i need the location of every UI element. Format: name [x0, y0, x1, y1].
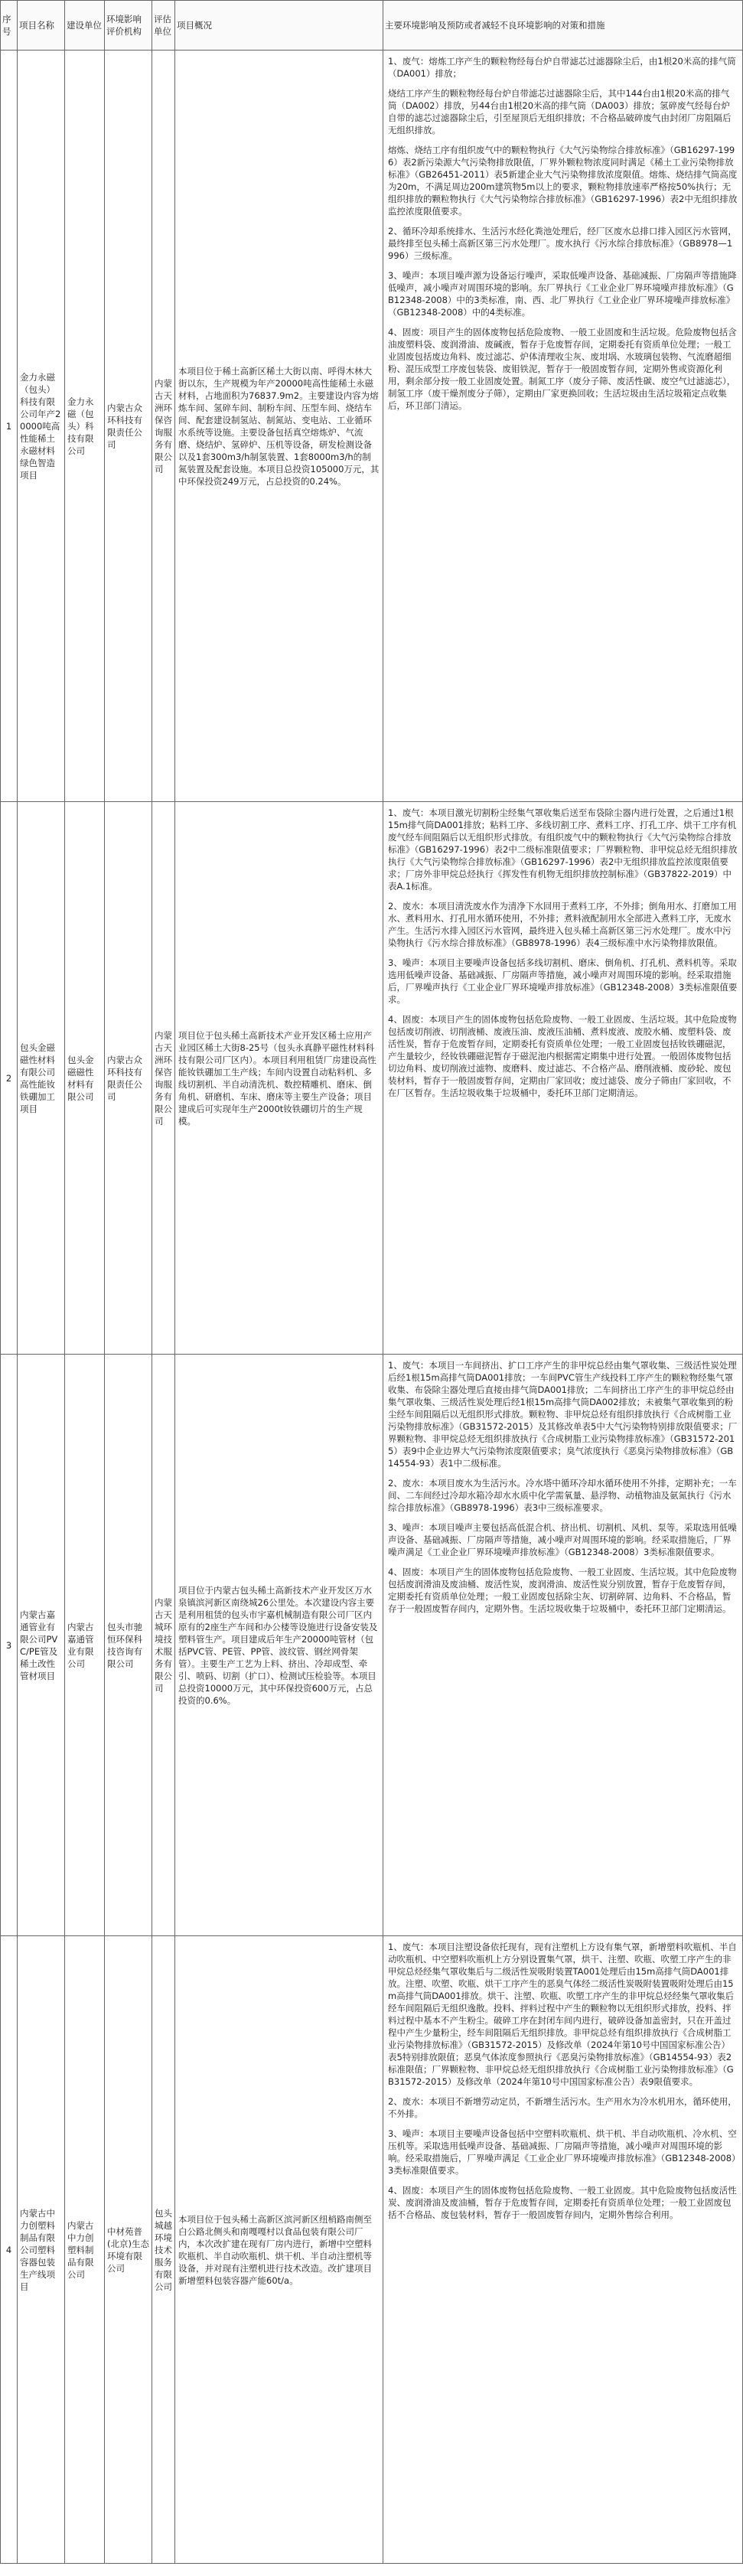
cell-summary: 项目位于包头稀土高新技术产业开发区稀土应用产业园区稀土大街8-25号（包头永真静平磁性材料科技有限公司厂区内）。本项目利用租赁厂房建设高性能钕铁硼加工生产线；车间内设置自动粘料机、多线切割机、半自动清洗机、数控精雕机、磨床、倒角机、研磨机、车床、磨床等主要生产设备；项目建成后可实现年生产2000t钕铁硼切片的生产规模。: [175, 802, 383, 1355]
cell-measures: [383, 51, 743, 802]
cell-summary: 项目位于内蒙古包头稀土高新技术产业开发区万水泉镇滨河新区南绕城26公里处。本次建设内容主要是利用租赁的包头市宇嘉机械制造有限公司厂区内原有的2座生产车间和办公楼等设施进行设备安装及塑料管生产。项目建成后年生产20000吨管材（包括PVC管、PE管、PP管、波纹管、钢丝网骨架管）。主要生产工艺为上料、挤出、冷却成型、牵引、喷码、切割（扩口）、检测试压检验等。本项目总投资10000万元，其中环保投资600万元，占总投资的0.6%。: [175, 1355, 383, 1936]
cell-measures: [383, 1936, 743, 2564]
cell-measures: [383, 1355, 743, 1936]
table-row: [1, 1355, 743, 1936]
cell-summary: 本项目位于包头稀土高新区滨河新区纽梢路南侧至白公路北侧头和南嘎嘎村以食品包装有限公司厂内，本次改扩建在现有厂房内进行，新增中空塑料吹瓶机、半自动吹瓶机、烘干机、半自动注塑机等设备，并对现有注塑机进行技术改造。改扩建项目新增塑料包装容器产能60t/a。: [175, 1936, 383, 2564]
measure-paragraph: 熔炼、烧结工序有组织废气中的颗粒物执行《大气污染物综合排放标准》（GB16297-1996）表2新污染源大气污染物排放限值，厂界外颗粒物浓度同时满足《稀土工业污染物排放标准》（GB26451-2011）表5新建企业大气污染物排放浓度限值。熔炼、烧结排气筒高度为20m，不满足周边200m建筑物5m以上的要求，颗粒物排放速率严格按50%执行；无组织排放的颗粒物执行《大气污染物综合排放标准》（GB16297-1996）表2中无组织排放监控浓度限值要求。: [388, 145, 738, 217]
measure-paragraph: 2、废水：本项目清洗废水作为清净下水回用于煮料工序，不外排；倒角用水、打磨加工用水、煮料用水、打孔用水循环使用，不外排；煮料液配制用水全部进入煮料工序，无废水产生。生活污水排入园区污水管网，最终进入包头稀土高新区第三污水处理厂。废水中污染物执行《污水综合排放标准》（GB8978-1996）表4三级标准中水污染物排放限值。: [388, 901, 737, 948]
measure-paragraph: 3、噪声：本项目主要噪声设备包括中空塑料吹瓶机、烘干机、半自动吹瓶机、冷水机、空压机等。采取选用低噪声设备、基础减振、厂房隔声等措施，减小噪声对周围环境的影响。经采取措施后，厂界噪声满足《工业企业厂界环境噪声排放标准》（GB12348-2008）3类标准限值要求。: [388, 2128, 737, 2176]
cell-no: 4: [1, 1936, 18, 2564]
measure-paragraph: 3、噪声：本项目噪声主要包括高低混合机、挤出机、切割机、风机、泵等。采取选用低噪声设备、基础减振、厂房隔声等措施，减小噪声对周围环境的影响。经采取措施后，厂界噪声满足《工业企业厂界环境噪声排放标准》（GB12348-2008）3类标准限值要求。: [388, 1522, 737, 1557]
measure-paragraph: 4、固废：本项目产生的固体废物包括危险废物、一般工业固废、生活垃圾。其中危险废物包括废润滑油及废油桶、废活性炭，废润滑油、废活性炭分别放置，暂存于危废暂存间，定期委托有资质单位处理；一般工业固废包括除尘灰、切割碎屑、边角料、不合格品，暂存于一般固废暂存间内，定期外售。生活垃圾收集于垃圾桶中，委托环卫部门定期清运。: [388, 1567, 737, 1614]
cell-project-name: 金力永磁（包头）科技有限公司年产20000吨高性能稀土永磁材料绿色智造项目: [18, 51, 65, 802]
cell-measures: [383, 802, 743, 1355]
measure-paragraph: 2、废水：本项目不新增劳动定员，不新增生活污水。生产用水为冷水机用水，循环使用，不外排。: [388, 2096, 737, 2119]
cell-reviewer: 内蒙古天城环境技术服务有限公司: [152, 1355, 175, 1936]
measure-paragraph: 3、噪声：本项目主要噪声设备包括多线切割机、磨床、倒角机、打孔机、煮料机等。采取选用低噪声设备、基础减振、厂房隔声等措施，减小噪声对周围环境的影响。经采取措施后，厂界噪声执行《工业企业厂界环境噪声排放标准》（GB12348-2008）3类标准限值要求。: [388, 957, 738, 1005]
cell-project-name: 内蒙古中力创塑料制品有限公司塑料容器包装生产线项目: [18, 1936, 65, 2564]
header-reviewer: 评估单位: [152, 1, 175, 51]
cell-summary: 本项目位于稀土高新区稀土大街以南、呼得木林大街以东，生产规模为年产20000吨高性能稀土永磁材料，占地面积为76837.9m2。主要建设内容为熔炼车间、氢碎车间、制粉车间、压型车间、烧结车间、配套建设制氢站、制氮站、变电站、工业循环水系统等设施。主要设备包括真空熔炼炉、气流磨、烧结炉、氢碎炉、压机等设备，研发检测设备以及1套300m3/h制氢装置、1套8000m3/h的制氮装置及配套设施。本项目总投资105000万元，其中环保投资249万元，占总投资的0.24%。: [175, 51, 383, 802]
measure-paragraph: 4、固废：本项目产生的固体废物包括危险废物、一般工业固废。其中危险废物包括废活性炭、废润滑油及废油桶，暂存于危废暂存间，定期委托有资质单位处理；一般工业固废包括不合格品、废包装材料，暂存于一般固废暂存间内，定期外售综合利用。: [388, 2185, 737, 2220]
cell-no: 2: [1, 802, 18, 1355]
measure-paragraph: 1、废气：本项目注塑设备依托现有，现有注塑机上方设有集气罩，新增塑料吹瓶机、半自动吹瓶机、中空塑料吹瓶机上方分别设置集气罩，烘干、注塑、吹瓶、吹塑工序产生的非甲烷总烃经集气罩收集后与二级活性炭吸附装置TA001处理后由15m高排气筒DA001排放。注塑、吹塑、吹瓶、烘干工序产生的恶臭气体经二级活性炭吸附装置吸附处理后由15m高排气筒DA001排放。烘干、注塑、吹瓶、吹塑工序产生的非甲烷总烃经集气罩收集后经车间阻隔后无组织逸散。投料、拌料过程中产生的颗粒物以无组织形式排放，投料、拌料过程中基本不产生粉尘。破碎工序在封闭车间内进行，破碎设备加盖密封，只在开盖过程中产生少量粉尘，经车间阻隔后无组织排放。非甲烷总烃有组织排放执行《合成树脂工业污染物排放标准》（GB31572-2015）及修改单（2024年第10号中国国家标准公告）表5特别排放限值；恶臭气体浓度参照执行《恶臭污染物排放标准》（GB14554-93）表2标准限值；厂界颗粒物、非甲烷总烃无组织排放执行《合成树脂工业污染物排放标准》（GB31572-2015）及修改单（2024年第10号中国国家标准公告）表9限值要求。: [388, 1942, 737, 2087]
cell-project-name: 内蒙古嘉通管业有限公司PVC/PE管及稀土改性管材项目: [18, 1355, 65, 1936]
cell-no: 3: [1, 1355, 18, 1936]
table-row: [1, 1936, 743, 2564]
measure-paragraph: 4、固废：本项目产生的固体废物包括危险废物、一般工业固废、生活垃圾。其中危险废物包括废切削液、切削液桶、废液压油、废液压油桶、煮料废液、废胶水桶、废塑料袋、废活性炭，暂存于危废暂存间，定期委托有资质单位处理；一般工业固废包括钕铁硼磁泥，产生量较少，经钕铁硼磁泥暂存于磁泥池内根据需定期集中进行处置。一般固体废物包括切边角料、废切削液过滤物、废磨料、废过滤芯、不合格产品、磨削液桶、废砂轮、废包装材料，暂存于一般固废暂存间，定期由厂家回收；废过滤袋、废分子筛由厂家回收，不在厂区暂存。生活垃圾收集于垃圾桶中，委托环卫部门定期清运。: [388, 1014, 737, 1098]
cell-eia-org: 内蒙古众环科技有限责任公司: [105, 802, 152, 1355]
measure-paragraph: 2、循环冷却系统排水、生活污水经化粪池处理后，经厂区废水总排口排入园区污水管网，最终排至包头稀土高新区第三污水处理厂。废水执行《污水综合排放标准》（GB8978—1996）三级标准。: [388, 226, 737, 261]
cell-eia-org: 中材苑普(北京)生态环境有限公司: [105, 1936, 152, 2564]
measure-paragraph: 烧结工序产生的颗粒物经每台炉自带滤芯过滤器除尘后，其中144台由1根20米高的排气筒（DA002）排放，另44台由1根20米高的排气筒（DA003）排放；氢碎废气经每台炉自带的滤芯过滤器除尘后，引至屋顶后无组织排放；不合格品破碎废气由封闭厂房阻隔后无组织排放。: [388, 88, 732, 135]
cell-project-name: 包头金磁磁性材料有限公司高性能钕铁硼加工项目: [18, 802, 65, 1355]
cell-reviewer: 内蒙古天洲环保咨询服务有限公司: [152, 51, 175, 802]
header-measures: 主要环境影响及预防或者减轻不良环境影响的对策和措施: [383, 1, 743, 51]
cell-construction-unit: 包头金磁磁性材料有限公司: [65, 802, 105, 1355]
cell-no: 1: [1, 51, 18, 802]
cell-reviewer: 内蒙古天洲环保咨询服务有限公司: [152, 802, 175, 1355]
table-row: [1, 51, 743, 802]
header-row: [1, 1, 743, 51]
measure-paragraph: 1、废气：本项目激光切割粉尘经集气罩收集后送至布袋除尘器内进行处置，之后通过1根15m排气筒DA001排放；粘料工序、多线切割工序、煮料工序、打孔工序、烘干工序有机废气经车间阻隔后以无组织形式排放。有组织废气中的颗粒物执行《大气污染物综合排放标准》（GB16297-1996）表2中二级标准限值要求；厂界颗粒物、非甲烷总烃无组织排放执行《大气污染物综合排放标准》（GB16297-1996）表2中无组织排放监控浓度限值要求；厂房外非甲烷总烃执行《挥发性有机物无组织排放控制标准》（GB37822-2019）中表A.1标准。: [388, 807, 738, 892]
header-no: 序号: [1, 1, 18, 51]
header-summary: 项目概况: [175, 1, 383, 51]
cell-construction-unit: 内蒙古嘉通管业有限公司: [65, 1355, 105, 1936]
measure-paragraph: 1、废气：本项目一车间挤出、扩口工序产生的非甲烷总经由集气罩收集、三级活性炭处理后经1根15m高排气筒DA001排放；一车间PVC管生产线投料工序产生的颗粒物经集气罩收集、布袋除尘器处理后直接由排气筒DA001排放；二车间挤出工序产生的非甲烷总经由集气罩收集、三级活性炭处理后经1根15m高排气筒DA002排放；未被集气罩收集到的粉尘经车间阻隔后以无组织形式排放。颗粒物、非甲烷总烃有组织排放执行《合成树脂工业污染物排放标准》（GB31572-2015）及其修改单表5中大气污染物特别排放限值要求；厂界颗粒物、非甲烷总烃无组织排放执行《合成树脂工业污染物排放标准》（GB31572-2015）表9中企业边界大气污染物浓度限值要求；臭气浓度执行《恶臭污染物排放标准》（GB 14554-93）表1中二级标准。: [388, 1360, 738, 1469]
header-eia-org: 环境影响评价机构: [105, 1, 152, 51]
cell-eia-org: 包头市驰恒环保科技咨询有限公司: [105, 1355, 152, 1936]
cell-reviewer: 包头城越环境技术服务有限公司: [152, 1936, 175, 2564]
table-row: [1, 802, 743, 1355]
measure-paragraph: 2、废水：本项目废水为生活污水。冷水塔中循环冷却水循环使用不外排，定期补充；一车间、二车间经过冷却水箱冷却水水质中化学需氧量、悬浮物、动植物油及氨氮执行《污水综合排放标准》（GB8978-1996）表3中三级标准要求。: [388, 1478, 737, 1513]
measure-paragraph: 4、固废：项目产生的固体废物包括危险废物、一般工业固废和生活垃圾。危险废物包括含油废塑料袋、废润滑油、废碱液，暂存于危废暂存间，定期委托有资质单位处理；一般工业固废包括废边角料、废过滤芯、炉体清理收尘灰、废坩埚、水玻璃包装物、气流磨超细粉、混压成型工序废包装袋、废钼铁泥，暂存于一般固废暂存间，定期外售或资源化利用，剩余部分按一般工业固废处置。制氮工序（废分子筛、废活性碳、废空气过滤滤芯），制氢工序（废干燥剂废分子筛），定期由厂家更换回收；生活垃圾由生活垃圾箱定点收集后，环卫部门清运。: [388, 327, 737, 411]
header-project-name: 项目名称: [18, 1, 65, 51]
measure-paragraph: 1、废气：熔炼工序产生的颗粒物经每台炉自带滤芯过滤器除尘后，由1根20米高的排气筒（DA001）排放；: [388, 56, 736, 79]
cell-construction-unit: 金力永磁（包头）科技有限公司: [65, 51, 105, 802]
cell-construction-unit: 内蒙古中力创塑料制品有限公司: [65, 1936, 105, 2564]
measure-paragraph: 3、噪声：本项目噪声源为设备运行噪声，采取低噪声设备、基础减振、厂房隔声等措施降低噪声，减小噪声对周围环境的影响。东厂界执行《工业企业厂界环境噪声排放标准》（GB12348-2008）中的3类标准，南、西、北厂界执行《工业企业厂界环境噪声排放标准》（GB12348-2008）中的4类标准。: [388, 270, 737, 318]
header-construction-unit: 建设单位: [65, 1, 105, 51]
cell-eia-org: 内蒙古众环科技有限责任公司: [105, 51, 152, 802]
